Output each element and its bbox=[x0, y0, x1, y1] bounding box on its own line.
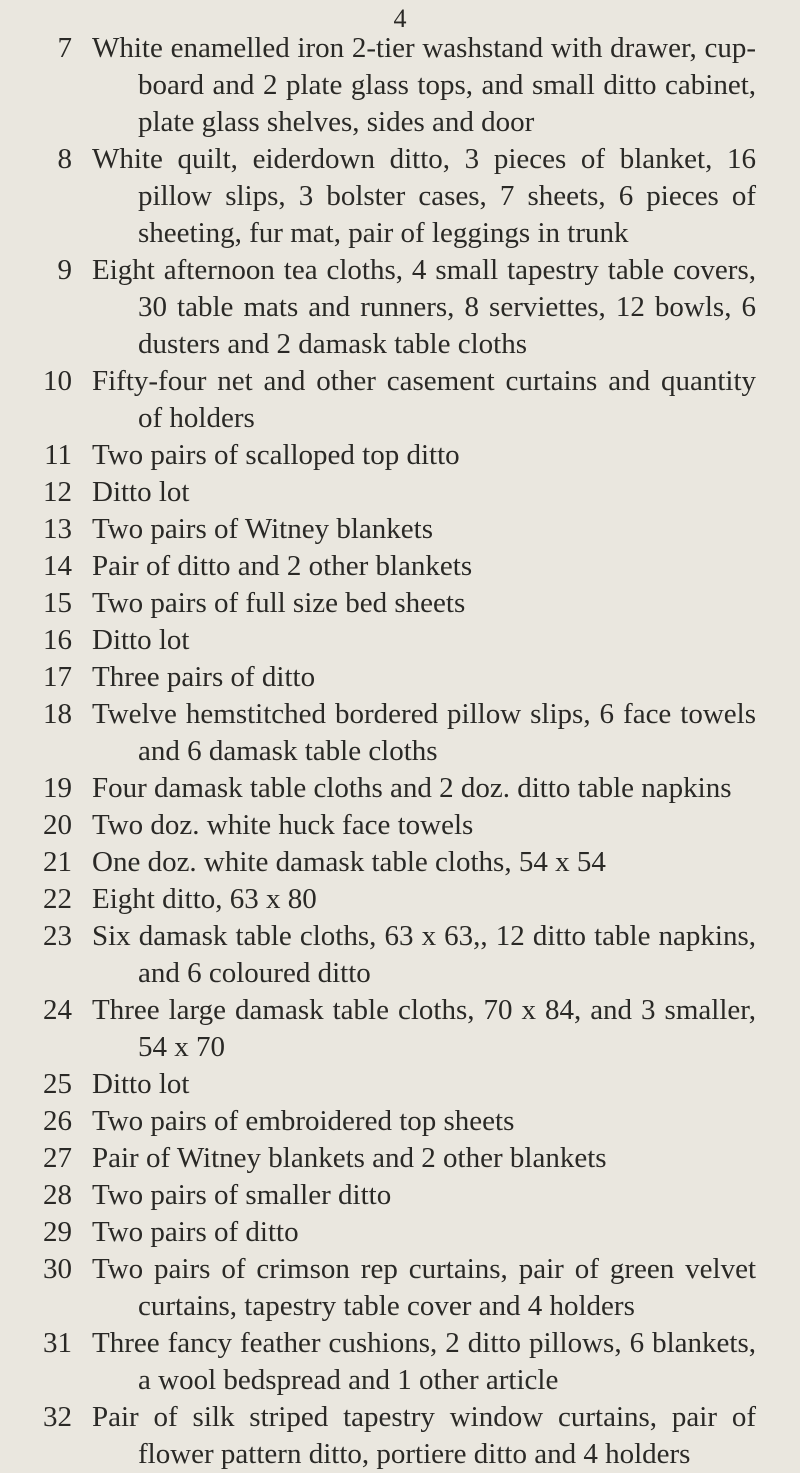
lot-list bbox=[0, 30, 800, 1473]
lot-number: 10 bbox=[43, 365, 72, 397]
lot-entry bbox=[0, 1103, 800, 1140]
lot-number: 31 bbox=[43, 1327, 72, 1359]
lot-entry bbox=[0, 992, 800, 1066]
lot-entry bbox=[0, 141, 800, 252]
lot-description: Eight ditto, 63 x 80 bbox=[92, 883, 317, 915]
lot-entry bbox=[0, 1177, 800, 1214]
lot-description: White enamelled iron 2-tier washstand with drawer, cup-board and 2 plate glass tops, and small ditto cabinet, plate glass shelves, sides and door bbox=[92, 32, 756, 138]
lot-description: Two pairs of full size bed sheets bbox=[92, 587, 466, 619]
lot-number: 12 bbox=[43, 476, 72, 508]
lot-description: Three fancy feather cushions, 2 ditto pillows, 6 blankets, a wool bedspread and 1 other article bbox=[92, 1327, 756, 1396]
lot-entry bbox=[0, 770, 800, 807]
lot-description: Pair of ditto and 2 other blankets bbox=[92, 550, 473, 582]
lot-number: 29 bbox=[43, 1216, 72, 1248]
lot-description: Two pairs of crimson rep curtains, pair of green velvet curtains, tapestry table cover and 4 holders bbox=[92, 1253, 756, 1322]
lot-description: Two pairs of scalloped top ditto bbox=[92, 439, 460, 471]
lot-description: Four damask table cloths and 2 doz. ditto table napkins bbox=[92, 772, 732, 804]
lot-number: 28 bbox=[43, 1179, 72, 1211]
lot-entry bbox=[0, 881, 800, 918]
lot-description: Two pairs of ditto bbox=[92, 1216, 299, 1248]
lot-number: 7 bbox=[57, 32, 72, 64]
lot-number: 19 bbox=[43, 772, 72, 804]
lot-entry bbox=[0, 548, 800, 585]
lot-entry bbox=[0, 1214, 800, 1251]
lot-entry bbox=[0, 918, 800, 992]
lot-number: 26 bbox=[43, 1105, 72, 1137]
lot-description: Two pairs of Witney blankets bbox=[92, 513, 433, 545]
lot-number: 30 bbox=[43, 1253, 72, 1285]
lot-entry bbox=[0, 363, 800, 437]
lot-number: 21 bbox=[43, 846, 72, 878]
lot-number: 9 bbox=[57, 254, 72, 286]
lot-entry bbox=[0, 696, 800, 770]
lot-description: Two doz. white huck face towels bbox=[92, 809, 474, 841]
lot-description: Two pairs of smaller ditto bbox=[92, 1179, 392, 1211]
lot-entry bbox=[0, 252, 800, 363]
lot-entry bbox=[0, 1251, 800, 1325]
lot-number: 20 bbox=[43, 809, 72, 841]
lot-description: Three pairs of ditto bbox=[92, 661, 316, 693]
lot-entry bbox=[0, 622, 800, 659]
lot-number: 8 bbox=[57, 143, 72, 175]
lot-number: 32 bbox=[43, 1401, 72, 1433]
lot-description: Ditto lot bbox=[92, 476, 190, 508]
lot-number: 23 bbox=[43, 920, 72, 952]
lot-description: Two pairs of embroidered top sheets bbox=[92, 1105, 515, 1137]
lot-description: Ditto lot bbox=[92, 624, 190, 656]
lot-number: 11 bbox=[44, 439, 72, 471]
lot-description: Eight afternoon tea cloths, 4 small tapestry table covers, 30 table mats and runners, 8 serviettes, 12 bowls, 6 dusters and 2 damask table cloths bbox=[92, 254, 756, 360]
lot-description: Six damask table cloths, 63 x 63,, 12 ditto table napkins, and 6 coloured ditto bbox=[92, 920, 756, 989]
lot-number: 13 bbox=[43, 513, 72, 545]
lot-number: 16 bbox=[43, 624, 72, 656]
lot-entry bbox=[0, 1399, 800, 1473]
lot-entry bbox=[0, 30, 800, 141]
lot-entry bbox=[0, 511, 800, 548]
lot-entry bbox=[0, 474, 800, 511]
lot-description: Ditto lot bbox=[92, 1068, 190, 1100]
lot-entry bbox=[0, 585, 800, 622]
lot-entry bbox=[0, 1066, 800, 1103]
lot-description: White quilt, eiderdown ditto, 3 pieces of blanket, 16 pillow slips, 3 bolster cases, 7 sheets, 6 pieces of sheeting, fur mat, pair of leggings in trunk bbox=[92, 143, 756, 249]
lot-description: Fifty-four net and other casement curtains and quantity of holders bbox=[92, 365, 756, 434]
lot-number: 17 bbox=[43, 661, 72, 693]
lot-entry bbox=[0, 659, 800, 696]
lot-number: 25 bbox=[43, 1068, 72, 1100]
lot-number: 22 bbox=[43, 883, 72, 915]
lot-description: Three large damask table cloths, 70 x 84, and 3 smaller, 54 x 70 bbox=[92, 994, 756, 1063]
lot-number: 27 bbox=[43, 1142, 72, 1174]
lot-entry bbox=[0, 844, 800, 881]
lot-entry bbox=[0, 437, 800, 474]
lot-number: 24 bbox=[43, 994, 72, 1026]
lot-number: 15 bbox=[43, 587, 72, 619]
lot-number: 18 bbox=[43, 698, 72, 730]
lot-entry bbox=[0, 807, 800, 844]
lot-description: One doz. white damask table cloths, 54 x 54 bbox=[92, 846, 606, 878]
lot-entry bbox=[0, 1325, 800, 1399]
lot-entry bbox=[0, 1140, 800, 1177]
lot-description: Pair of Witney blankets and 2 other blankets bbox=[92, 1142, 607, 1174]
lot-number: 14 bbox=[43, 550, 72, 582]
lot-description: Pair of silk striped tapestry window curtains, pair of flower pattern ditto, portiere ditto and 4 holders bbox=[92, 1401, 756, 1470]
page-number: 4 bbox=[393, 4, 407, 33]
lot-description: Twelve hemstitched bordered pillow slips, 6 face towels and 6 damask table cloths bbox=[92, 698, 756, 767]
